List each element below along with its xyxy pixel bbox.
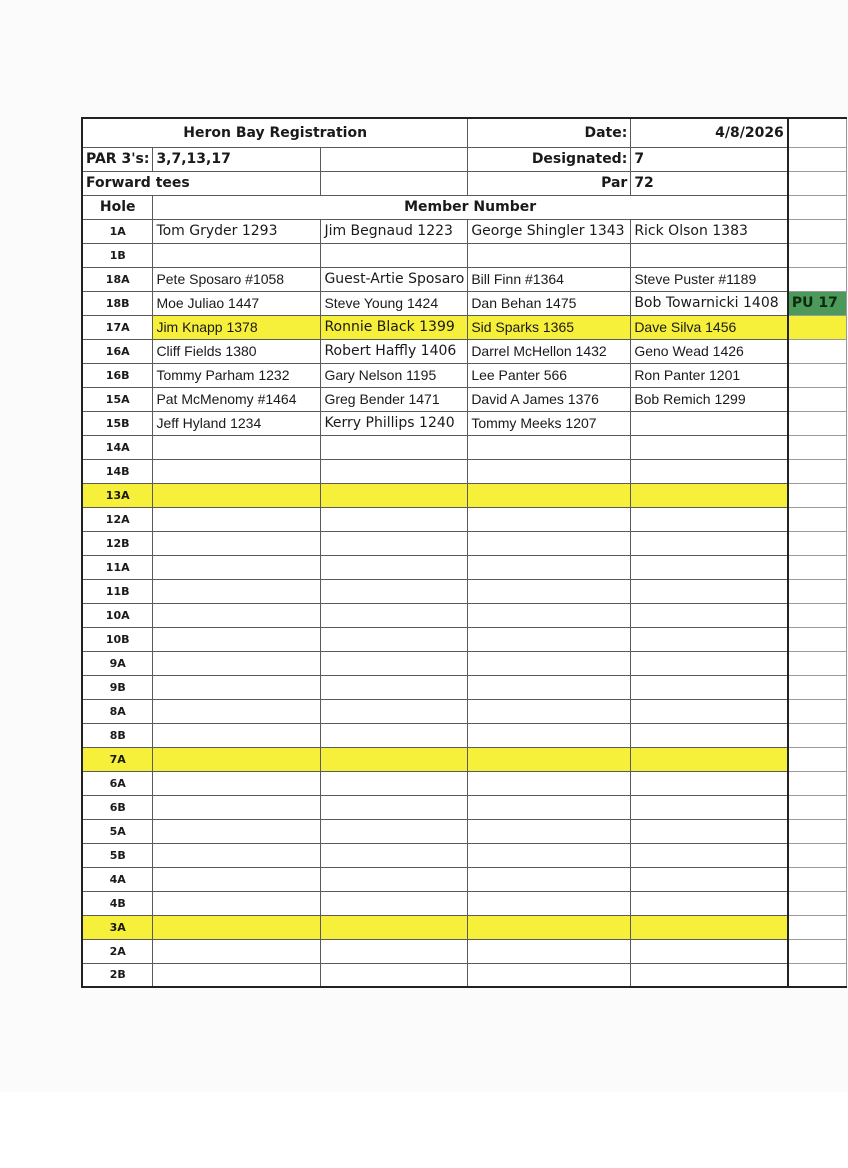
player-cell	[321, 819, 468, 843]
sheet-header	[82, 118, 847, 219]
note-cell	[788, 723, 847, 747]
player-cell	[321, 483, 468, 507]
player-cell: David A James 1376	[468, 387, 631, 411]
table-row	[82, 555, 847, 579]
player-cell: Steve Puster #1189	[631, 267, 788, 291]
player-cell: Jeff Hyland 1234	[153, 411, 321, 435]
player-cell: Ron Panter 1201	[631, 363, 788, 387]
player-cell	[321, 243, 468, 267]
player-cell	[321, 579, 468, 603]
player-cell	[631, 459, 788, 483]
note-cell	[788, 459, 847, 483]
player-cell	[631, 699, 788, 723]
player-cell	[468, 915, 631, 939]
player-cell	[321, 771, 468, 795]
hole-cell: 12A	[82, 507, 153, 531]
hole-cell: 3A	[82, 915, 153, 939]
par3-label: PAR 3's:	[82, 147, 153, 171]
note-cell	[788, 627, 847, 651]
player-cell	[153, 915, 321, 939]
table-row	[82, 387, 847, 411]
player-cell	[631, 531, 788, 555]
player-cell	[468, 627, 631, 651]
hole-cell: 10B	[82, 627, 153, 651]
player-cell	[153, 531, 321, 555]
hole-cell: 18B	[82, 291, 153, 315]
table-row	[82, 291, 847, 315]
player-cell	[468, 963, 631, 987]
table-row	[82, 459, 847, 483]
player-cell	[153, 771, 321, 795]
player-cell	[321, 651, 468, 675]
player-cell	[468, 243, 631, 267]
note-cell	[788, 771, 847, 795]
player-cell: George Shingler 1343	[468, 219, 631, 243]
hole-cell: 4B	[82, 891, 153, 915]
player-cell	[468, 507, 631, 531]
note-cell	[788, 867, 847, 891]
player-cell	[468, 891, 631, 915]
note-cell	[788, 219, 847, 243]
player-cell: Tommy Parham 1232	[153, 363, 321, 387]
designated-value: 7	[631, 147, 788, 171]
player-cell	[153, 675, 321, 699]
note-cell	[788, 699, 847, 723]
player-cell	[153, 843, 321, 867]
player-cell	[468, 531, 631, 555]
player-cell	[153, 603, 321, 627]
player-cell	[631, 651, 788, 675]
player-cell	[631, 963, 788, 987]
player-cell	[631, 627, 788, 651]
player-cell	[631, 675, 788, 699]
player-cell	[631, 795, 788, 819]
player-cell	[321, 675, 468, 699]
player-cell	[631, 843, 788, 867]
note-cell	[788, 795, 847, 819]
note-cell	[788, 939, 847, 963]
table-row	[82, 579, 847, 603]
player-cell	[631, 603, 788, 627]
player-cell: Moe Juliao 1447	[153, 291, 321, 315]
player-cell: Darrel McHellon 1432	[468, 339, 631, 363]
player-cell	[153, 555, 321, 579]
player-cell	[153, 819, 321, 843]
player-cell	[321, 627, 468, 651]
note-cell	[788, 603, 847, 627]
player-cell	[153, 483, 321, 507]
table-row	[82, 867, 847, 891]
table-row	[82, 699, 847, 723]
note-cell	[788, 819, 847, 843]
player-cell	[631, 243, 788, 267]
table-row	[82, 819, 847, 843]
player-cell	[631, 819, 788, 843]
table-row	[82, 651, 847, 675]
hole-cell: 8B	[82, 723, 153, 747]
player-cell	[321, 555, 468, 579]
member-number-header: Member Number	[153, 195, 788, 219]
hole-cell: 9B	[82, 675, 153, 699]
note-cell	[788, 243, 847, 267]
note-cell	[788, 483, 847, 507]
player-cell	[321, 459, 468, 483]
player-cell	[631, 435, 788, 459]
table-row	[82, 363, 847, 387]
hole-cell: 4A	[82, 867, 153, 891]
hole-cell: 16A	[82, 339, 153, 363]
hole-cell: 15B	[82, 411, 153, 435]
hole-cell: 14B	[82, 459, 153, 483]
table-row	[82, 747, 847, 771]
hole-cell: 16B	[82, 363, 153, 387]
table-row	[82, 531, 847, 555]
table-row	[82, 243, 847, 267]
tee-time-rows	[82, 219, 847, 987]
note-cell	[788, 267, 847, 291]
player-cell	[468, 603, 631, 627]
note-cell	[788, 387, 847, 411]
hole-cell: 6A	[82, 771, 153, 795]
note-cell	[788, 339, 847, 363]
player-cell: Ronnie Black 1399	[321, 315, 468, 339]
player-cell	[153, 867, 321, 891]
table-row	[82, 435, 847, 459]
hole-cell: 11B	[82, 579, 153, 603]
hole-column-header: Hole	[82, 195, 153, 219]
player-cell: Pete Sposaro #1058	[153, 267, 321, 291]
player-cell	[321, 435, 468, 459]
extra-cell	[788, 118, 847, 147]
player-cell: Dan Behan 1475	[468, 291, 631, 315]
player-cell	[321, 891, 468, 915]
player-cell: Guest-Artie Sposaro	[321, 267, 468, 291]
player-cell	[153, 627, 321, 651]
player-cell: Jim Begnaud 1223	[321, 219, 468, 243]
table-row	[82, 891, 847, 915]
note-cell	[788, 891, 847, 915]
player-cell	[321, 795, 468, 819]
hole-cell: 5B	[82, 843, 153, 867]
player-cell	[153, 579, 321, 603]
table-row	[82, 411, 847, 435]
hole-cell: 10A	[82, 603, 153, 627]
player-cell	[153, 651, 321, 675]
extra-cell	[788, 171, 847, 195]
player-cell	[153, 795, 321, 819]
player-cell	[468, 435, 631, 459]
note-cell: PU 17	[788, 291, 847, 315]
player-cell	[631, 915, 788, 939]
hole-cell: 1A	[82, 219, 153, 243]
note-cell	[788, 531, 847, 555]
blank-cell	[321, 171, 468, 195]
hole-cell: 13A	[82, 483, 153, 507]
table-row	[82, 603, 847, 627]
note-cell	[788, 915, 847, 939]
player-cell	[153, 243, 321, 267]
hole-cell: 5A	[82, 819, 153, 843]
registration-sheet	[81, 117, 847, 988]
player-cell	[321, 723, 468, 747]
player-cell	[468, 699, 631, 723]
note-cell	[788, 435, 847, 459]
player-cell: Gary Nelson 1195	[321, 363, 468, 387]
note-cell	[788, 675, 847, 699]
player-cell	[468, 675, 631, 699]
hole-cell: 2A	[82, 939, 153, 963]
table-row	[82, 315, 847, 339]
sheet-title: Heron Bay Registration	[82, 118, 468, 147]
player-cell	[631, 939, 788, 963]
par-label: Par	[468, 171, 631, 195]
designated-label: Designated:	[468, 147, 631, 171]
player-cell	[153, 507, 321, 531]
player-cell	[468, 459, 631, 483]
player-cell	[321, 507, 468, 531]
player-cell	[468, 939, 631, 963]
par3-value: 3,7,13,17	[153, 147, 321, 171]
note-cell	[788, 963, 847, 987]
hole-cell: 12B	[82, 531, 153, 555]
date-label: Date:	[468, 118, 631, 147]
player-cell	[321, 699, 468, 723]
table-row	[82, 963, 847, 987]
table-row	[82, 483, 847, 507]
player-cell	[321, 939, 468, 963]
hole-cell: 2B	[82, 963, 153, 987]
player-cell: Steve Young 1424	[321, 291, 468, 315]
player-cell	[468, 747, 631, 771]
player-cell	[153, 435, 321, 459]
player-cell: Rick Olson 1383	[631, 219, 788, 243]
extra-cell	[788, 195, 847, 219]
player-cell: Geno Wead 1426	[631, 339, 788, 363]
player-cell: Bob Towarnicki 1408	[631, 291, 788, 315]
player-cell: Sid Sparks 1365	[468, 315, 631, 339]
player-cell	[468, 723, 631, 747]
table-row	[82, 507, 847, 531]
table-row	[82, 915, 847, 939]
extra-cell	[788, 147, 847, 171]
player-cell	[468, 819, 631, 843]
player-cell: Bob Remich 1299	[631, 387, 788, 411]
player-cell: Robert Haffly 1406	[321, 339, 468, 363]
forward-tees-label: Forward tees	[82, 171, 321, 195]
player-cell	[153, 699, 321, 723]
player-cell	[468, 867, 631, 891]
hole-cell: 7A	[82, 747, 153, 771]
table-row	[82, 267, 847, 291]
table-row	[82, 219, 847, 243]
player-cell	[321, 843, 468, 867]
player-cell	[468, 771, 631, 795]
hole-cell: 14A	[82, 435, 153, 459]
hole-cell: 9A	[82, 651, 153, 675]
player-cell	[468, 843, 631, 867]
table-row	[82, 339, 847, 363]
hole-cell: 11A	[82, 555, 153, 579]
table-row	[82, 771, 847, 795]
note-cell	[788, 579, 847, 603]
player-cell: Cliff Fields 1380	[153, 339, 321, 363]
player-cell	[468, 483, 631, 507]
date-value: 4/8/2026	[631, 118, 788, 147]
player-cell	[153, 747, 321, 771]
player-cell: Pat McMenomy #1464	[153, 387, 321, 411]
table-row	[82, 939, 847, 963]
hole-cell: 15A	[82, 387, 153, 411]
table-row	[82, 723, 847, 747]
note-cell	[788, 363, 847, 387]
note-cell	[788, 507, 847, 531]
hole-cell: 8A	[82, 699, 153, 723]
note-cell	[788, 555, 847, 579]
player-cell: Kerry Phillips 1240	[321, 411, 468, 435]
player-cell	[631, 891, 788, 915]
player-cell	[631, 771, 788, 795]
player-cell	[153, 963, 321, 987]
hole-cell: 6B	[82, 795, 153, 819]
note-cell	[788, 843, 847, 867]
player-cell: Lee Panter 566	[468, 363, 631, 387]
player-cell	[631, 507, 788, 531]
table-row	[82, 795, 847, 819]
player-cell	[631, 555, 788, 579]
player-cell	[321, 603, 468, 627]
table-row	[82, 675, 847, 699]
player-cell	[631, 483, 788, 507]
note-cell	[788, 411, 847, 435]
note-cell	[788, 747, 847, 771]
table-row	[82, 627, 847, 651]
player-cell	[321, 747, 468, 771]
player-cell	[631, 867, 788, 891]
table-row	[82, 843, 847, 867]
player-cell	[153, 723, 321, 747]
par-value: 72	[631, 171, 788, 195]
player-cell	[468, 651, 631, 675]
hole-cell: 17A	[82, 315, 153, 339]
player-cell: Jim Knapp 1378	[153, 315, 321, 339]
player-cell	[631, 411, 788, 435]
player-cell: Greg Bender 1471	[321, 387, 468, 411]
player-cell	[631, 723, 788, 747]
player-cell	[321, 867, 468, 891]
player-cell: Bill Finn #1364	[468, 267, 631, 291]
player-cell	[321, 963, 468, 987]
player-cell	[468, 555, 631, 579]
page-bottom-margin	[0, 1092, 848, 1168]
player-cell	[321, 915, 468, 939]
player-cell: Tom Gryder 1293	[153, 219, 321, 243]
player-cell	[153, 939, 321, 963]
player-cell	[321, 531, 468, 555]
player-cell	[153, 891, 321, 915]
note-cell	[788, 315, 847, 339]
player-cell	[153, 459, 321, 483]
note-cell	[788, 651, 847, 675]
player-cell	[631, 747, 788, 771]
player-cell	[631, 579, 788, 603]
player-cell	[468, 579, 631, 603]
blank-cell	[321, 147, 468, 171]
hole-cell: 18A	[82, 267, 153, 291]
hole-cell: 1B	[82, 243, 153, 267]
player-cell: Dave Silva 1456	[631, 315, 788, 339]
player-cell: Tommy Meeks 1207	[468, 411, 631, 435]
player-cell	[468, 795, 631, 819]
